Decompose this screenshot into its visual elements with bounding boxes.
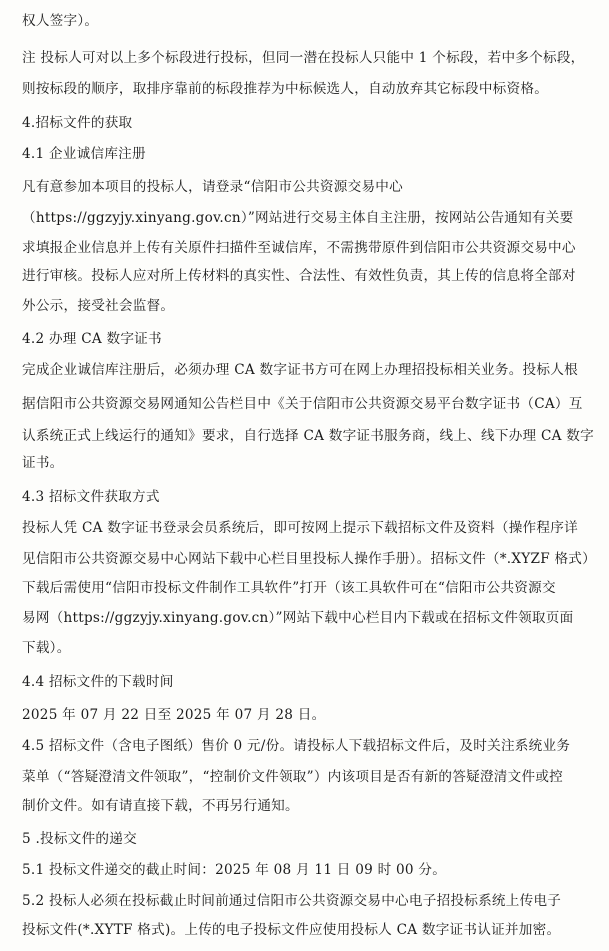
- text-line: 则按标段的顺序，取排序靠前的标段推荐为中标候选人，自动放弃其它标段中标资格。: [22, 81, 549, 97]
- section-heading: 5 .投标文件的递交: [22, 831, 137, 847]
- text-line: 菜单（“答疑澄清文件领取”，“控制价文件领取”）内该项目是否有新的答疑澄清文件或控: [22, 769, 564, 785]
- text-line: 下载后需使用“信阳市投标文件制作工具软件”打开（该工具软件可在“信阳市公共资源交: [22, 580, 556, 596]
- subsection-heading: 4.3 招标文件获取方式: [22, 489, 160, 505]
- text-line: 注 投标人可对以上多个标段进行投标，但同一潜在投标人只能中 1 个标段，若中多个标段，: [22, 50, 585, 66]
- text-line: 据信阳市公共资源交易网通知公告栏目中《关于信阳市公共资源交易平台数字证书（CA）互: [22, 396, 583, 412]
- text-line: 4.5 招标文件（含电子图纸）售价 0 元/份。请投标人下载招标文件后，及时关注系统业务: [22, 738, 571, 754]
- text-line: 易网（https://ggzyjy.xinyang.gov.cn）”网站下载中心栏目内下载或在招标文件领取页面: [22, 610, 574, 626]
- text-line: 投标人凭 CA 数字证书登录会员系统后，即可按网上提示下载招标文件及资料（操作程序详: [22, 520, 578, 536]
- text-line: 证书。: [22, 455, 64, 471]
- text-line: 权人签字）。: [22, 13, 99, 29]
- text-line: 凡有意参加本项目的投标人，请登录“信阳市公共资源交易中心: [22, 179, 403, 195]
- text-line: 5.1 投标文件递交的截止时间：2025 年 08 月 11 日 09 时 00 分。: [22, 862, 447, 878]
- text-line: （https://ggzyjy.xinyang.gov.cn）”网站进行交易主体自主注册，按网站公告通知有关要: [22, 210, 574, 226]
- subsection-heading: 4.1 企业诚信库注册: [22, 146, 146, 162]
- subsection-heading: 4.2 办理 CA 数字证书: [22, 331, 162, 347]
- text-line: 见信阳市公共资源交易中心网站下载中心栏目里投标人操作手册）。招标文件（*.XYZF 格式）: [22, 551, 596, 567]
- text-line: 进行审核。投标人应对所上传材料的真实性、合法性、有效性负责，其上传的信息将全部对: [22, 268, 576, 284]
- subsection-heading: 4.4 招标文件的下载时间: [22, 674, 174, 690]
- text-line: 完成企业诚信库注册后，必须办理 CA 数字证书方可在网上办理招投标相关业务。投标人根: [22, 362, 578, 378]
- text-line: 外公示，接受社会监督。: [22, 298, 175, 314]
- text-line: 2025 年 07 月 22 日至 2025 年 07 月 28 日。: [22, 707, 326, 723]
- text-line: 求填报企业信息并上传有关原件扫描件至诚信库，不需携带原件到信阳市公共资源交易中心: [22, 240, 576, 256]
- text-line: 5.2 投标人必须在投标截止时间前通过信阳市公共资源交易中心电子招投标系统上传电子: [22, 893, 562, 909]
- text-line: 认系统正式上线运行的通知》要求，自行选择 CA 数字证书服务商，线上、线下办理 CA 数字: [22, 428, 594, 444]
- section-heading: 4.招标文件的获取: [22, 115, 133, 131]
- text-line: 投标文件(*.XYTF 格式)。上传的电子投标文件应使用投标人 CA 数字证书认证并加密。: [22, 922, 561, 938]
- text-line: 下载）。: [22, 640, 71, 656]
- text-line: 制价文件。如有请直接下载，不再另行通知。: [22, 798, 299, 814]
